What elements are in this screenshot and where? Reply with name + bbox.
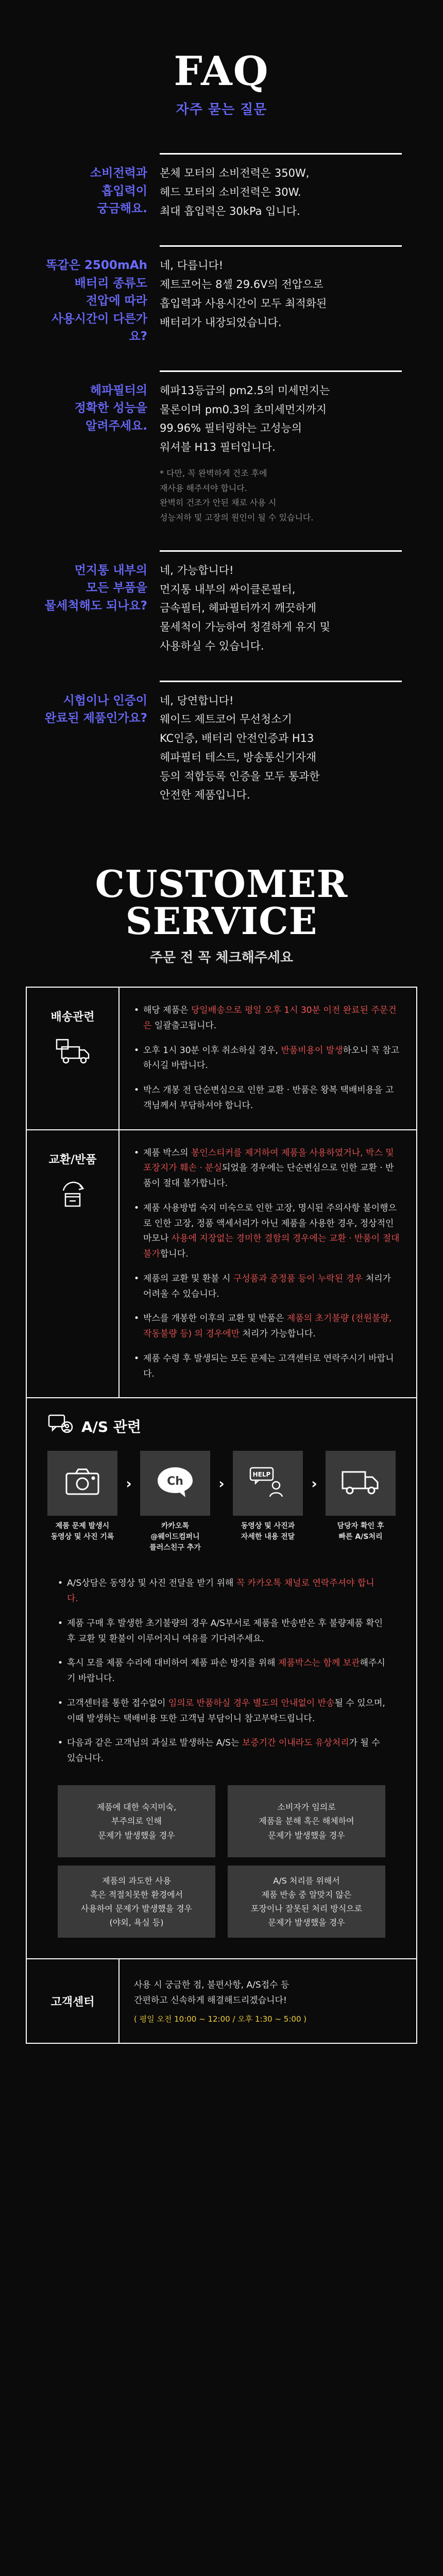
exchange-bullet — [134, 1311, 402, 1342]
delivery-truck-icon — [340, 1468, 381, 1499]
delivery-truck-icon — [55, 1037, 91, 1067]
as-step-label: 동영상 및 사진과 자세한 내용 전달 — [241, 1522, 295, 1541]
bullet-highlight: 반품비용이 발생 — [281, 1045, 343, 1056]
faq-answer: 네, 가능합니다! 먼지통 내부의 싸이클론필터, 금속필터, 헤파필터까지 깨끗하게 물세척이 가능하여 청결하게 유지 및 사용하실 수 있습니다. — [160, 564, 330, 652]
chevron-right-icon: › — [218, 1475, 225, 1492]
bullet-highlight: 구성품과 증정품 등이 누락된 경우 — [233, 1273, 363, 1284]
faq-item — [41, 153, 402, 221]
exchange-label: 교환/반품 — [48, 1153, 97, 1166]
as-step-box — [233, 1451, 303, 1516]
bullet-highlight: 임의로 반품하실 경우 별도의 안내없이 반송 — [168, 1698, 335, 1708]
as-step-label: 제품 문제 발생시 동영상 및 사진 기록 — [50, 1522, 114, 1541]
delivery-bullet — [134, 1003, 402, 1034]
faq-answer-wrap — [160, 153, 402, 221]
faq-list — [0, 153, 443, 805]
faq-item — [41, 245, 402, 346]
as-step-box — [326, 1451, 396, 1516]
exchange-bullet — [134, 1201, 402, 1262]
center-text: 사용 시 궁금한 점, 불편사항, A/S접수 등 간편하고 신속하게 해결해드리겠습니다! — [134, 1979, 289, 2006]
as-steps — [47, 1451, 396, 1553]
as-bullet — [58, 1656, 385, 1687]
faq-answer: 본체 모터의 소비전력은 350W, 헤드 모터의 소비전력은 30W. 최대 흡입력은 30kPa 입니다. — [160, 167, 310, 217]
bullet-highlight: 봉인스티커를 제거하여 제품을 사용하였거나, 박스 및 포장지가 훼손 · 분실 — [143, 1147, 394, 1174]
kakao-ch-icon — [156, 1465, 195, 1501]
delivery-label-cell — [27, 988, 120, 1129]
customer-service-section — [0, 860, 443, 2044]
bullet-highlight: 보증기간 이내라도 유상처리 — [242, 1738, 349, 1749]
bullet-text: 다음과 같은 고객님의 과실로 발생하는 A/S는 — [67, 1738, 242, 1749]
faq-answer: 헤파13등급의 pm2.5의 미세먼지는 물론이며 pm0.3의 초미세먼지까지 99.96% 필터링하는 고성능의 워셔블 H13 필터입니다. — [160, 384, 330, 453]
faq-question: 먼지통 내부의 모든 부품을 물세척해도 되나요? — [44, 563, 147, 613]
bullet-text: 제품의 교환 및 환불 시 — [143, 1273, 233, 1284]
faq-question: 시험이나 인증이 완료된 제품인가요? — [44, 693, 147, 725]
exchange-return-icon — [56, 1179, 89, 1212]
faq-section — [0, 0, 443, 860]
bullet-text: 합니다. — [160, 1249, 189, 1260]
cs-title: CUSTOMER SERVICE — [95, 862, 348, 943]
delivery-content — [120, 988, 416, 1129]
delivery-bullet — [134, 1083, 402, 1114]
as-block — [27, 1398, 416, 1958]
bullet-text: 되었을 경우에는 단순변심으로 인한 교환 · 반품이 절대 불가합니다. — [143, 1163, 394, 1189]
delivery-label: 배송관련 — [50, 1011, 95, 1024]
chevron-right-icon: › — [126, 1475, 132, 1492]
bullet-highlight: 제품의 초기불량 (전원불량, 작동불량 등) 의 경우에만 — [143, 1313, 392, 1340]
delivery-bullet — [134, 1043, 402, 1074]
bullet-text: 오후 1시 30분 이후 취소하실 경우, — [143, 1045, 281, 1056]
as-fault-case: A/S 처리를 위해서 제품 반송 중 알맞지 않은 포장이나 잘못된 처리 방식으로 문제가 발생했을 경우 — [228, 1866, 385, 1938]
bullet-text: 박스 개봉 전 단순변심으로 인한 교환 · 반품은 왕복 택배비용을 고객님께서 부담하셔야 합니다. — [143, 1085, 394, 1111]
exchange-row — [27, 1130, 416, 1399]
faq-answer-wrap — [160, 550, 402, 656]
as-step-label: 카카오톡 @웨이드컴퍼니 플러스친구 추가 — [149, 1522, 201, 1552]
faq-question: 헤파필터의 정확한 성능을 알려주세요. — [74, 383, 147, 433]
as-bullets — [47, 1576, 396, 1767]
as-step — [233, 1451, 303, 1543]
bullet-text: 처리가 가능합니다. — [240, 1329, 316, 1340]
bullet-text: 제품 구매 후 발생한 초기불량의 경우 A/S부서로 제품을 반송받은 후 불량제품 확인 후 교환 및 환불이 이루어지니 여유를 기다려주세요. — [67, 1618, 383, 1644]
faq-answer-wrap — [160, 681, 402, 805]
center-hours: ( 평일 오전 10:00 ~ 12:00 / 오후 1:30 ~ 5:00 ) — [134, 2014, 307, 2024]
cs-subtitle: 주문 전 꼭 체크해주세요 — [149, 950, 294, 966]
exchange-content — [120, 1130, 416, 1398]
as-bullet — [58, 1696, 385, 1727]
delivery-row — [27, 988, 416, 1130]
faq-title: FAQ — [174, 48, 269, 95]
svg-text:HELP: HELP — [252, 1471, 271, 1479]
as-step-box — [47, 1451, 117, 1516]
bullet-text: 제품 사용방법 숙지 미숙으로 인한 고장, 명시된 주의사항 불이행으로 인한 고장, 정품 액세서리가 아닌 제품을 사용한 경우, 정상적인 마모나 — [143, 1202, 397, 1244]
bullet-highlight: 꼭 카카오톡 채널로 연락주셔야 합니다. — [67, 1578, 374, 1604]
as-fault-case: 제품의 과도한 사용 혹은 적절치못한 환경에서 사용하여 문제가 발생했을 경우 (야외, 욕실 등) — [58, 1866, 215, 1938]
camera-icon — [64, 1467, 100, 1499]
cs-box — [26, 987, 417, 2044]
faq-question: 똑같은 2500mAh 배터리 종류도 전압에 따라 사용시간이 다른가요? — [46, 259, 147, 344]
faq-question: 소비전력과 흡입력이 궁금해요. — [90, 166, 147, 215]
bullet-text: 처리가 어려울 수 있습니다. — [143, 1273, 391, 1299]
bullet-text: 될 수 있으며, 이때 발생하는 택배비용 또한 고객님 부담이니 참고부탁드립니다. — [67, 1698, 385, 1724]
as-header — [47, 1414, 396, 1438]
bullet-text: 제품 박스의 — [143, 1147, 191, 1158]
faq-item — [41, 370, 402, 526]
faq-answer-wrap — [160, 370, 402, 526]
as-fault-grid — [47, 1785, 396, 1938]
bullet-text: A/S상담은 동영상 및 사진 전달을 받기 위해 — [67, 1578, 236, 1589]
as-row — [27, 1398, 416, 1959]
exchange-bullet — [134, 1146, 402, 1192]
as-chat-icon — [47, 1414, 74, 1438]
bullet-text: 일괄출고됩니다. — [151, 1020, 217, 1031]
as-fault-case: 소비자가 임의로 제품을 분해 혹은 해체하여 문제가 발생했을 경우 — [228, 1785, 385, 1857]
as-step — [47, 1451, 117, 1543]
faq-answer: 네, 다릅니다! 제트코어는 8셀 29.6V의 전압으로 흡입력과 사용시간이 모두 최적화된 배터리가 내장되었습니다. — [160, 259, 327, 329]
as-step — [326, 1451, 396, 1543]
center-content — [120, 1959, 416, 2043]
help-chat-icon — [248, 1466, 287, 1501]
chevron-right-icon: › — [311, 1475, 317, 1492]
bullet-text: 혹시 모를 제품 수리에 대비하여 제품 파손 방지를 위해 — [67, 1658, 278, 1669]
bullet-text: 해주시기 바랍니다. — [67, 1658, 385, 1684]
faq-subtitle: 자주 묻는 질문 — [176, 102, 267, 117]
as-title: A/S 관련 — [81, 1418, 141, 1436]
faq-answer: 네, 당연합니다! 웨이드 제트코어 무선청소기 KC인증, 배터리 안전인증과 H13 헤파필터 테스트, 방송통신기자재 등의 적합등록 인증을 모두 통과한 안전한 제품입니다. — [160, 694, 320, 802]
center-label: 고객센터 — [50, 1995, 95, 2009]
as-bullet — [58, 1576, 385, 1607]
bullet-text: 고객센터를 통한 접수없이 — [67, 1698, 168, 1708]
bullet-highlight: 제품박스는 함께 보관 — [278, 1658, 360, 1669]
faq-item — [41, 550, 402, 656]
bullet-text: 박스를 개봉한 이후의 교환 및 반품은 — [143, 1313, 287, 1324]
exchange-bullet — [134, 1272, 402, 1302]
faq-note: * 다만, 꼭 완벽하게 건조 후에 재사용 해주셔야 합니다. 완벽히 건조가 안된 채로 사용 시 성능저하 및 고장의 원인이 될 수 있습니다. — [160, 468, 314, 523]
bullet-text: 하오니 꼭 참고하시길 바랍니다. — [143, 1045, 400, 1071]
bullet-highlight: 사용에 지장없는 경미한 결함의 경우에는 교환 · 반품이 절대 불가 — [143, 1233, 400, 1260]
as-step-label: 담당자 확인 후 빠른 A/S처리 — [337, 1522, 384, 1541]
bullet-text: 해당 제품은 — [143, 1005, 191, 1016]
as-step-box — [140, 1451, 210, 1516]
faq-answer-wrap — [160, 245, 402, 346]
as-bullet — [58, 1736, 385, 1767]
customer-center-row — [27, 1959, 416, 2043]
svg-text:Ch: Ch — [167, 1475, 183, 1488]
exchange-label-cell — [27, 1130, 120, 1398]
bullet-highlight: 당일배송으로 평일 오후 1시 30분 이전 완료된 주문건은 — [143, 1005, 397, 1031]
center-label-cell — [27, 1959, 120, 2043]
faq-item — [41, 681, 402, 805]
as-fault-case: 제품에 대한 숙지미숙, 부주의로 인해 문제가 발생했을 경우 — [58, 1785, 215, 1857]
as-bullet — [58, 1616, 385, 1647]
bullet-text: 제품 수령 후 발생되는 모든 문제는 고객센터로 연락주시기 바랍니다. — [143, 1353, 394, 1379]
exchange-bullet — [134, 1351, 402, 1382]
bullet-text: 가 될 수 있습니다. — [67, 1738, 380, 1764]
as-step — [140, 1451, 210, 1553]
